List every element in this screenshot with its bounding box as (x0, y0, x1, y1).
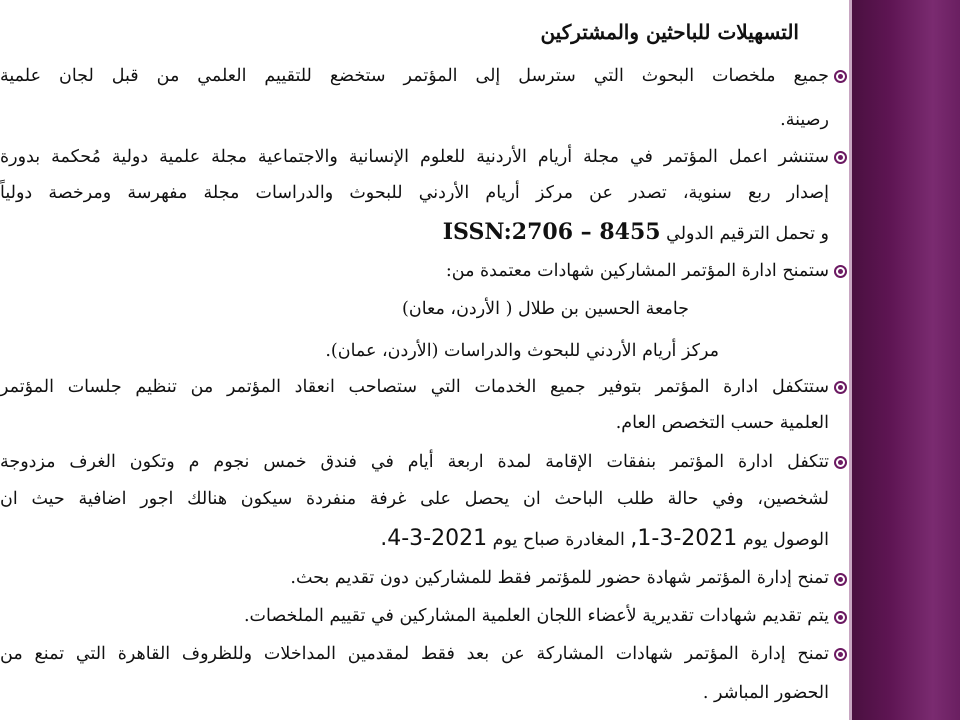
arrival-date: 1-3-2021 (637, 526, 738, 551)
item-line: العلمية حسب التخصص العام. (615, 413, 829, 433)
arrival-label: الوصول يوم (742, 530, 829, 550)
item-line-issn (443, 219, 829, 245)
item-line: تمنح إدارة المؤتمر شهادات المشاركة عن بعد فقط لمقدمين المداخلات وللظروف القاهرة التي تمنع من (0, 644, 829, 664)
issn-number: ISSN:2706 – 8455 (442, 219, 661, 245)
item-line: تتكفل ادارة المؤتمر بنفقات الإقامة لمدة اربعة أيام في فندق خمس نجوم م وتكون الغرف مزدوجة (0, 452, 829, 472)
item-line: رصينة. (780, 110, 829, 130)
item-line: ستمنح ادارة المؤتمر المشاركين شهادات معتمدة من: (445, 261, 829, 281)
bullet-icon (834, 611, 847, 624)
bullet-icon (834, 70, 847, 83)
item-line: ستنشر اعمل المؤتمر في مجلة أريام الأردنية للعلوم الإنسانية والاجتماعية مجلة علمية دولية مُحكمة بدورة (0, 147, 829, 167)
issn-label: و تحمل الترقيم الدولي (666, 224, 829, 244)
bullet-icon (834, 573, 847, 586)
bullet-icon (834, 265, 847, 278)
bullet-icon (834, 456, 847, 469)
slide-title: التسهيلات للباحثين والمشتركين (540, 20, 799, 44)
departure-label: المغادرة صباح يوم (492, 530, 625, 550)
certifying-body: مركز أريام الأردني للبحوث والدراسات (الأردن، عمان). (325, 341, 719, 361)
item-line-dates: الوصول يوم 1-3-2021, المغادرة صباح يوم 4-3-2021. (380, 526, 829, 551)
item-line: لشخصين، وفي حالة طلب الباحث ان يحصل على غرفة منفردة سيكون هنالك اجور اضافية حيث ان (0, 489, 829, 509)
item-line: ستتكفل ادارة المؤتمر بتوفير جميع الخدمات التي ستصاحب انعقاد المؤتمر من تنظيم جلسات المؤتمر (0, 377, 829, 397)
departure-date: 4-3-2021 (387, 526, 488, 551)
bullet-icon (834, 648, 847, 661)
bullet-icon (834, 381, 847, 394)
bullet-icon (834, 151, 847, 164)
item-line: تمنح إدارة المؤتمر شهادة حضور للمؤتمر فقط للمشاركين دون تقديم بحث. (290, 568, 829, 588)
item-line: الحضور المباشر . (702, 683, 829, 703)
item-line: إصدار ربع سنوية، تصدر عن مركز أريام الأردني للبحوث والدراسات مجلة مفهرسة ومرخصة دولياً (0, 183, 829, 203)
decorative-sidebar (852, 0, 960, 720)
item-line: جميع ملخصات البحوث التي سترسل إلى المؤتمر ستخضع للتقييم العلمي من قبل لجان علمية (0, 66, 829, 86)
item-line: يتم تقديم شهادات تقديرية لأعضاء اللجان العلمية المشاركين في تقييم الملخصات. (243, 606, 829, 626)
certifying-body: جامعة الحسين بن طلال ( الأردن، معان) (402, 299, 689, 319)
